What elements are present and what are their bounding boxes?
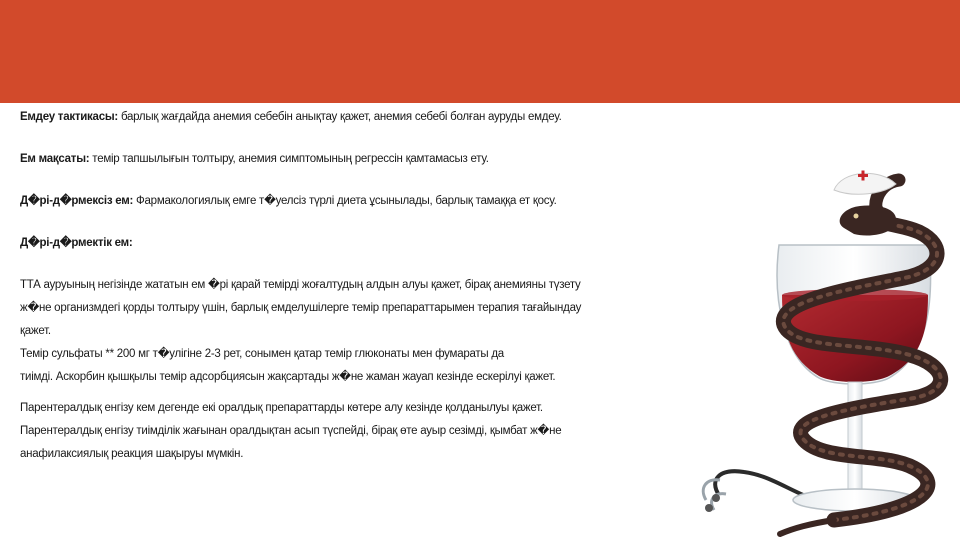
parenteral-line: Парентералдық енгізу тиімділік жағынан оралдықтан асып түспейді, бірақ өте ауыр сезімді, қымбат ж�не bbox=[20, 425, 562, 437]
body-line: тиімді. Аскорбин қышқылы темір адсорбциясын жақсартады ж�не жаман жауап кезінде ескерілуі қажет. bbox=[20, 371, 556, 383]
body-line: ТТА ауруының негізінде жататын ем �рі қарай темірді жоғалтудың алдын алуы қажет, бірақ анемияны түзету bbox=[20, 279, 581, 291]
body-line: қажет. bbox=[20, 325, 51, 337]
slide-body bbox=[20, 106, 688, 466]
goal-label: Ем мақсаты: bbox=[20, 153, 90, 165]
tactic-paragraph bbox=[20, 106, 688, 129]
tactic-text: барлық жағдайда анемия себебін анықтау қажет, анемия себебі болған ауруды емдеу. bbox=[118, 111, 562, 123]
parenteral-line: анафилаксиялық реакция шақыруы мүмкін. bbox=[20, 448, 244, 460]
snake-wine-glass-stethoscope-icon bbox=[684, 150, 960, 540]
body-line: Темір сульфаты ** 200 мг т�улігіне 2-3 рет, сонымен қатар темір глюконаты мен фумараты да bbox=[20, 348, 504, 360]
non-drug-text: Фармакологиялық емге т�уелсіз түрлі диета ұсынылады, барлық тамаққа ет қосу. bbox=[133, 195, 557, 207]
body-line: ж�не организмдегі қорды толтыру үшін, барлық емделушілерге темір препараттарымен терапия тағайындау bbox=[20, 302, 582, 314]
non-drug-label: Д�рі-д�рмексіз ем: bbox=[20, 195, 134, 207]
header-band bbox=[0, 0, 960, 103]
tactic-label: Емдеу тактикасы: bbox=[20, 111, 118, 123]
goal-text: темір тапшылығын толтыру, анемия симптомының регрессін қамтамасыз ету. bbox=[89, 153, 489, 165]
non-drug-paragraph bbox=[20, 190, 688, 213]
drug-heading: Д�рі-д�рмектік ем: bbox=[20, 237, 133, 249]
goal-paragraph bbox=[20, 148, 688, 171]
parenteral-line: Парентералдық енгізу кем дегенде екі оралдық препараттарды көтере алу кезінде қолданылуы қажет. bbox=[20, 402, 543, 414]
